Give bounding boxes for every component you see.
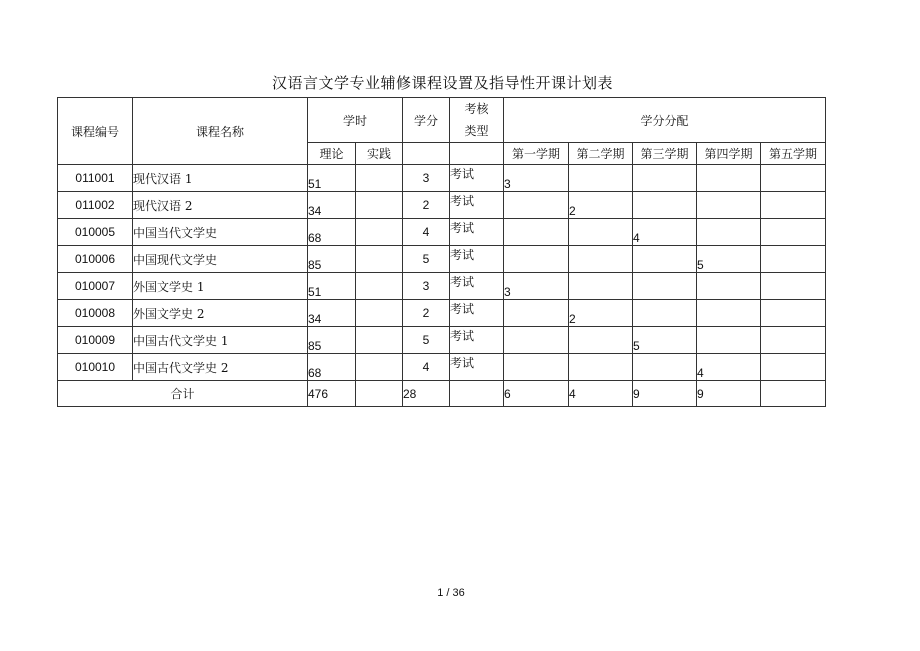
- table-row: [58, 354, 826, 381]
- exam-type-cell: 考试: [450, 192, 504, 219]
- semester-4-credit-cell: 5: [697, 246, 761, 273]
- semester-2-credit-cell: [569, 354, 633, 381]
- header-semester-1: 第一学期: [504, 143, 569, 165]
- semester-5-credit-cell: [761, 192, 826, 219]
- semester-5-credit-cell: [761, 300, 826, 327]
- course-code-cell: 011002: [58, 192, 133, 219]
- header-exam-type: [450, 98, 504, 143]
- practice-hours-cell: [356, 246, 403, 273]
- header-credits: 学分: [403, 98, 450, 143]
- theory-hours-cell: 34: [308, 192, 356, 219]
- course-code-cell: 010007: [58, 273, 133, 300]
- semester-5-credit-cell: [761, 165, 826, 192]
- total-semester-3-cell: 9: [633, 381, 697, 407]
- page-title: 汉语言文学专业辅修课程设置及指导性开课计划表: [271, 74, 613, 92]
- practice-hours-cell: [356, 219, 403, 246]
- theory-hours-cell: 51: [308, 165, 356, 192]
- total-semester-1-cell: 6: [504, 381, 569, 407]
- exam-type-cell: 考试: [450, 327, 504, 354]
- semester-4-credit-cell: [697, 273, 761, 300]
- course-code-cell: 010008: [58, 300, 133, 327]
- table-row: [58, 300, 826, 327]
- total-semester-2-cell: 4: [569, 381, 633, 407]
- semester-4-credit-cell: [697, 219, 761, 246]
- header-course-code: 课程编号: [58, 98, 133, 165]
- header-credits-empty: [403, 143, 450, 165]
- course-code-cell: 011001: [58, 165, 133, 192]
- theory-hours-cell: 85: [308, 327, 356, 354]
- course-name-cell: 中国古代文学史 2: [133, 354, 308, 381]
- practice-hours-cell: [356, 273, 403, 300]
- exam-type-cell: 考试: [450, 165, 504, 192]
- total-semester-4-cell: 9: [697, 381, 761, 407]
- semester-2-credit-cell: [569, 246, 633, 273]
- course-code-cell: 010009: [58, 327, 133, 354]
- theory-hours-cell: 68: [308, 354, 356, 381]
- course-name-cell: 现代汉语 1: [133, 165, 308, 192]
- course-name-cell: 中国古代文学史 1: [133, 327, 308, 354]
- total-credits-cell: 28: [403, 381, 450, 407]
- exam-type-cell: 考试: [450, 273, 504, 300]
- header-semester-5: 第五学期: [761, 143, 826, 165]
- semester-4-credit-cell: [697, 165, 761, 192]
- credits-cell: 3: [403, 273, 450, 300]
- course-name-cell: 中国现代文学史: [133, 246, 308, 273]
- header-semester-2: 第二学期: [569, 143, 633, 165]
- semester-1-credit-cell: [504, 354, 569, 381]
- credits-cell: 4: [403, 219, 450, 246]
- semester-2-credit-cell: [569, 273, 633, 300]
- header-exam-line2: 类型: [464, 124, 489, 138]
- practice-hours-cell: [356, 354, 403, 381]
- credits-cell: 2: [403, 192, 450, 219]
- semester-2-credit-cell: 2: [569, 300, 633, 327]
- semester-3-credit-cell: [633, 165, 697, 192]
- semester-3-credit-cell: 4: [633, 219, 697, 246]
- total-practice-cell: [356, 381, 403, 407]
- semester-1-credit-cell: 3: [504, 273, 569, 300]
- exam-type-cell: 考试: [450, 246, 504, 273]
- semester-5-credit-cell: [761, 246, 826, 273]
- header-credit-distribution: 学分分配: [504, 98, 826, 143]
- semester-5-credit-cell: [761, 327, 826, 354]
- practice-hours-cell: [356, 165, 403, 192]
- semester-1-credit-cell: [504, 300, 569, 327]
- semester-3-credit-cell: [633, 192, 697, 219]
- semester-3-credit-cell: 5: [633, 327, 697, 354]
- course-code-cell: 010006: [58, 246, 133, 273]
- table-row: [58, 192, 826, 219]
- course-name-cell: 外国文学史 1: [133, 273, 308, 300]
- semester-5-credit-cell: [761, 273, 826, 300]
- table-row: [58, 219, 826, 246]
- theory-hours-cell: 51: [308, 273, 356, 300]
- exam-type-cell: 考试: [450, 300, 504, 327]
- page-number: 1 / 36: [437, 587, 465, 599]
- semester-2-credit-cell: [569, 165, 633, 192]
- course-code-cell: 010010: [58, 354, 133, 381]
- total-semester-5-cell: [761, 381, 826, 407]
- semester-4-credit-cell: [697, 327, 761, 354]
- semester-2-credit-cell: [569, 327, 633, 354]
- course-name-cell: 中国当代文学史: [133, 219, 308, 246]
- semester-5-credit-cell: [761, 354, 826, 381]
- header-hours: 学时: [308, 98, 403, 143]
- total-exam-cell: [450, 381, 504, 407]
- theory-hours-cell: 85: [308, 246, 356, 273]
- header-theory: 理论: [308, 143, 356, 165]
- semester-1-credit-cell: [504, 246, 569, 273]
- semester-2-credit-cell: [569, 219, 633, 246]
- header-practice: 实践: [356, 143, 403, 165]
- exam-type-cell: 考试: [450, 219, 504, 246]
- course-code-cell: 010005: [58, 219, 133, 246]
- practice-hours-cell: [356, 192, 403, 219]
- semester-1-credit-cell: [504, 192, 569, 219]
- practice-hours-cell: [356, 300, 403, 327]
- header-exam-line1: 考核: [464, 102, 489, 116]
- header-course-name: 课程名称: [133, 98, 308, 165]
- header-row-1: [58, 98, 826, 143]
- semester-2-credit-cell: 2: [569, 192, 633, 219]
- course-name-cell: 外国文学史 2: [133, 300, 308, 327]
- credits-cell: 3: [403, 165, 450, 192]
- semester-3-credit-cell: [633, 300, 697, 327]
- header-exam-empty: [450, 143, 504, 165]
- credits-cell: 5: [403, 327, 450, 354]
- semester-3-credit-cell: [633, 246, 697, 273]
- theory-hours-cell: 34: [308, 300, 356, 327]
- credits-cell: 4: [403, 354, 450, 381]
- semester-1-credit-cell: 3: [504, 165, 569, 192]
- header-semester-3: 第三学期: [633, 143, 697, 165]
- course-plan-table: [57, 97, 826, 407]
- total-row: [58, 381, 826, 407]
- table-row: [58, 327, 826, 354]
- total-label-cell: 合计: [58, 381, 308, 407]
- semester-4-credit-cell: 4: [697, 354, 761, 381]
- semester-5-credit-cell: [761, 219, 826, 246]
- practice-hours-cell: [356, 327, 403, 354]
- course-name-cell: 现代汉语 2: [133, 192, 308, 219]
- table-row: [58, 165, 826, 192]
- semester-3-credit-cell: [633, 354, 697, 381]
- semester-1-credit-cell: [504, 219, 569, 246]
- table-row: [58, 246, 826, 273]
- header-semester-4: 第四学期: [697, 143, 761, 165]
- semester-4-credit-cell: [697, 300, 761, 327]
- semester-3-credit-cell: [633, 273, 697, 300]
- semester-4-credit-cell: [697, 192, 761, 219]
- credits-cell: 2: [403, 300, 450, 327]
- semester-1-credit-cell: [504, 327, 569, 354]
- table-row: [58, 273, 826, 300]
- credits-cell: 5: [403, 246, 450, 273]
- exam-type-cell: 考试: [450, 354, 504, 381]
- theory-hours-cell: 68: [308, 219, 356, 246]
- total-hours-cell: 476: [308, 381, 356, 407]
